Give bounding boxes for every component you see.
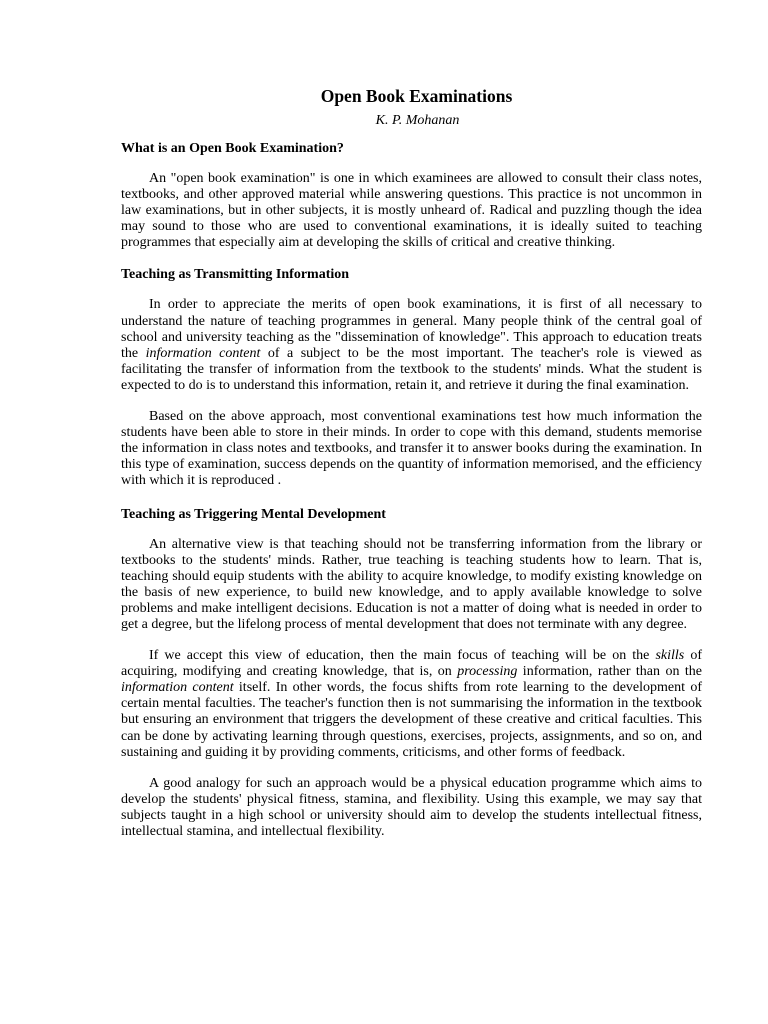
italic-term: information content bbox=[145, 345, 261, 361]
paragraph bbox=[121, 409, 702, 489]
paragraph-text: of acquiring, modifying and creating knowledge, that is, on bbox=[121, 648, 702, 680]
paragraph-text: itself. In other words, the focus shifts from rote learning to the development of certain mental faculties. The teacher's function then is not summarising the information in the textbook but ensuring an environment that triggers the development of these creative and critical faculties. This can be done by activating learning through questions, exercises, projects, assignments, and so on, and sustaining and guiding it by providing comments, criticisms, and other forms of feedback. bbox=[121, 680, 702, 760]
section-heading: Teaching as Triggering Mental Development bbox=[121, 506, 386, 522]
paragraph-text: If we accept this view of education, then the main focus of teaching will be on the bbox=[149, 648, 656, 664]
italic-term: processing bbox=[457, 664, 518, 680]
paragraph bbox=[121, 648, 702, 761]
italic-term: information content bbox=[121, 680, 234, 696]
section-heading: Teaching as Transmitting Information bbox=[121, 267, 350, 283]
paragraph-text: A good analogy for such an approach would be a physical education programme which aims to develop the students' physical fitness, stamina, and flexibility. Using this example, we may say that subjects taught in a high school or university should aim to develop the students intellectual fitness, intellectual stamina, and intellectual flexibility. bbox=[121, 775, 702, 839]
paragraph-text: information, rather than on the bbox=[517, 664, 702, 680]
paragraph-text: In order to appreciate the merits of open book examinations, it is first of all necessary to understand the nature of teaching programmes in general. Many people think of the central goal of school and university teaching as the "dissemination of knowledge". This approach to education treats the bbox=[121, 297, 702, 361]
section-heading: What is an Open Book Examination? bbox=[121, 141, 344, 156]
paragraph-text: An "open book examination" is one in which examinees are allowed to consult their class notes, textbooks, and other approved material while answering questions. This practice is not uncommon in law examinations, but in other subjects, it is mostly unheard of. Radical and puzzling though the idea may sound to those who are used to conventional examinations, it is ideally suited to teaching programmes that especially aim at developing the skills of critical and creative thinking. bbox=[121, 171, 702, 251]
italic-term: skills bbox=[655, 648, 685, 664]
paragraph-text: An alternative view is that teaching should not be transferring information from the library or textbooks to the students' minds. Rather, true teaching is teaching students how to learn. That is, teaching should equip students with the ability to acquire knowledge, to modify existing knowledge on the basis of new experience, to build new knowledge, and to apply available knowledge to solve problems and make intelligent decisions. Education is not a matter of doing what is needed in order to get a degree, but the lifelong process of mental development that does not terminate with any degree. bbox=[121, 536, 702, 632]
paragraph bbox=[121, 776, 702, 840]
paragraph bbox=[121, 537, 702, 634]
paragraph bbox=[121, 297, 702, 394]
paragraph-text: Based on the above approach, most conventional examinations test how much information the students have been able to store in their minds. In order to cope with this demand, students memorise the information in class notes and textbooks, and transfer it to answer books during the examination. In this type of examination, success depends on the quantity of information memorised, and the efficiency with which it is reproduced . bbox=[121, 409, 702, 489]
section-triggering-mental-development bbox=[121, 507, 702, 841]
author-name: K. P. Mohanan bbox=[375, 113, 460, 128]
paragraph-text: of a subject to be the most important. The teacher's role is viewed as facilitating the transfer of information from the textbook to the students' minds. What the student is expected to do is to understand this information, retain it, and retrieve it during the final examination. bbox=[121, 345, 703, 393]
paragraph bbox=[121, 171, 702, 251]
document-title: Open Book Examinations bbox=[320, 86, 513, 106]
section-what-is-open-book bbox=[121, 141, 702, 251]
section-transmitting-information bbox=[121, 267, 702, 489]
